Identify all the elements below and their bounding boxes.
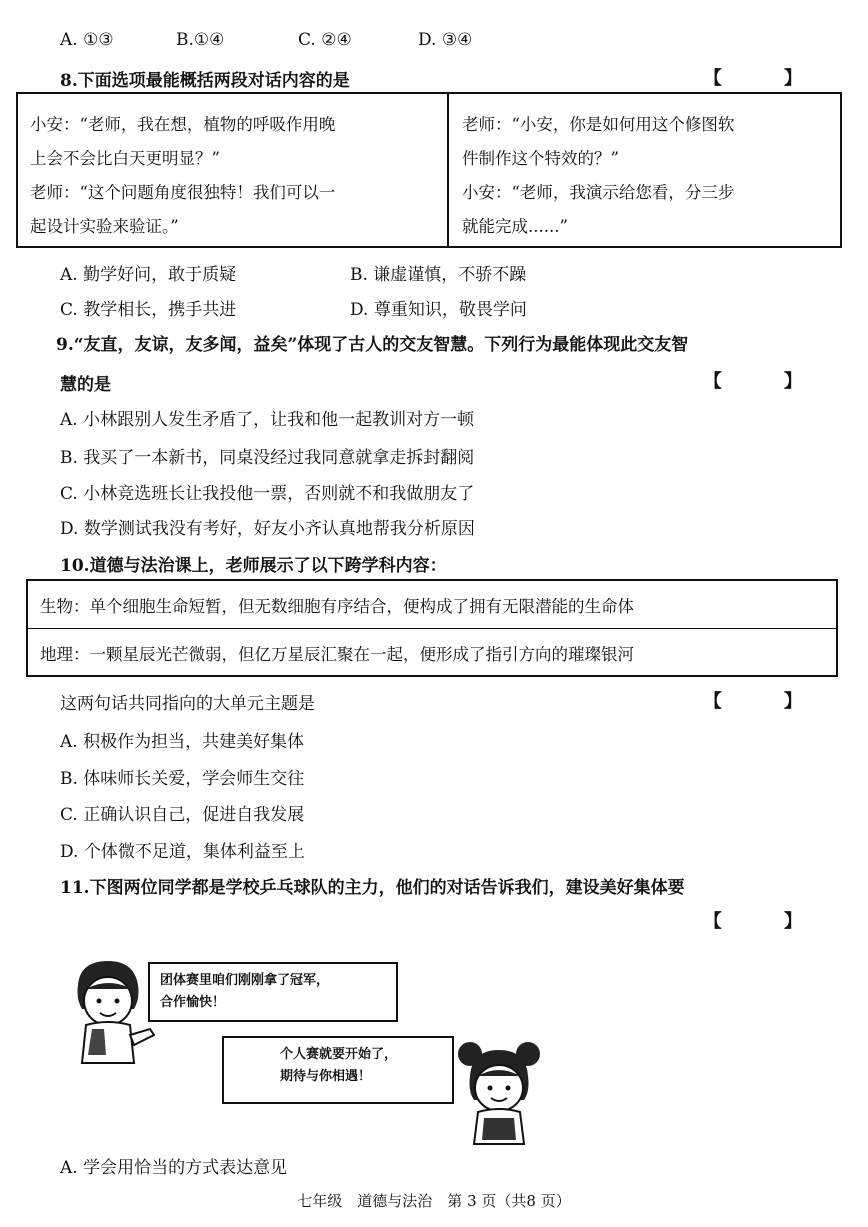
dialog-line: 小安：“老师，我演示给您看，分三步 (462, 183, 735, 202)
bubble-line: 个人赛就要开始了， (280, 1047, 398, 1062)
boy-illustration (58, 955, 158, 1065)
q8-option-a: A. 勤学好问，敢于质疑 (60, 265, 237, 285)
q10-option-a: A. 积极作为担当，共建美好集体 (60, 732, 305, 752)
q8-right-dialog (462, 108, 734, 244)
q9-option-a: A. 小林跟别人发生矛盾了，让我和他一起教训对方一顿 (60, 410, 475, 430)
q9-option-d: D. 数学测试我没有考好，好友小齐认真地帮我分析原因 (60, 519, 475, 539)
q10-option-c: C. 正确认识自己，促进自我发展 (60, 805, 305, 825)
q8-stem: 8.下面选项最能概括两段对话内容的是 (60, 71, 350, 91)
q8-option-c: C. 教学相长，携手共进 (60, 300, 237, 320)
q11-stem: 11.下图两位同学都是学校乒乓球队的主力，他们的对话告诉我们，建设美好集体要 (60, 878, 685, 898)
q8-option-b: B. 谦虚谨慎，不骄不躁 (350, 265, 527, 285)
q8-dialog-box (16, 92, 842, 248)
q10-subject-box (26, 579, 838, 677)
q9-option-b: B. 我买了一本新书，同桌没经过我同意就拿走拆封翻阅 (60, 448, 475, 468)
speech-bubble-right (222, 1036, 454, 1104)
q10-answer-bracket: 【 】 (703, 691, 830, 712)
q8-left-dialog (30, 108, 335, 244)
q8-answer-bracket: 【 】 (703, 68, 830, 89)
dialog-line: 老师：“小安，你是如何用这个修图软 (462, 115, 735, 134)
dialog-line: 小安：“老师，我在想，植物的呼吸作用晚 (30, 115, 336, 134)
dialog-line: 起设计实验来验证。” (30, 217, 179, 236)
bubble-line: 期待与你相遇！ (280, 1069, 372, 1084)
dialog-line: 老师：“这个问题角度很独特！我们可以一 (30, 183, 336, 202)
q7-option-d: D. ③④ (418, 30, 473, 50)
q11-answer-bracket: 【 】 (703, 911, 830, 932)
q9-answer-bracket: 【 】 (703, 371, 830, 392)
dialog-line: 就能完成......” (462, 217, 568, 236)
q10-option-b: B. 体味师长关爱，学会师生交往 (60, 769, 305, 789)
q9-stem-line2: 慧的是 (60, 375, 111, 395)
dialog-divider (447, 94, 449, 246)
speech-bubble-left (148, 962, 398, 1022)
bubble-line: 团体赛里咱们刚刚拿了冠军， (160, 973, 330, 988)
q7-option-c: C. ②④ (298, 30, 352, 50)
q10-option-d: D. 个体微不足道，集体利益至上 (60, 842, 305, 862)
q7-option-b: B.①④ (176, 30, 225, 50)
dialog-line: 件制作这个特效的？” (462, 149, 619, 168)
q10-stem: 10.道德与法治课上，老师展示了以下跨学科内容： (60, 556, 447, 576)
q9-stem-line1: 9.“友直，友谅，友多闻，益矣”体现了古人的交友智慧。下列行为最能体现此交友智 (56, 335, 689, 355)
biology-line: 生物：单个细胞生命短暂，但无数细胞有序结合，便构成了拥有无限潜能的生命体 (40, 597, 634, 616)
q10-question: 这两句话共同指向的大单元主题是 (60, 694, 315, 714)
subject-separator (28, 628, 836, 629)
dialog-line: 上会不会比白天更明显？” (30, 149, 220, 168)
geography-line: 地理：一颗星辰光芒微弱，但亿万星辰汇聚在一起，便形成了指引方向的璀璨银河 (40, 645, 634, 664)
bubble-line: 合作愉快！ (160, 995, 226, 1010)
q8-option-d: D. 尊重知识，敬畏学问 (350, 300, 527, 320)
q7-option-a: A. ①③ (60, 30, 114, 50)
q11-option-a: A. 学会用恰当的方式表达意见 (60, 1158, 288, 1178)
q9-option-c: C. 小林竞选班长让我投他一票，否则就不和我做朋友了 (60, 484, 475, 504)
girl-illustration (444, 1036, 554, 1146)
page-footer: 七年级 道德与法治 第 3 页（共8 页） (297, 1192, 571, 1210)
